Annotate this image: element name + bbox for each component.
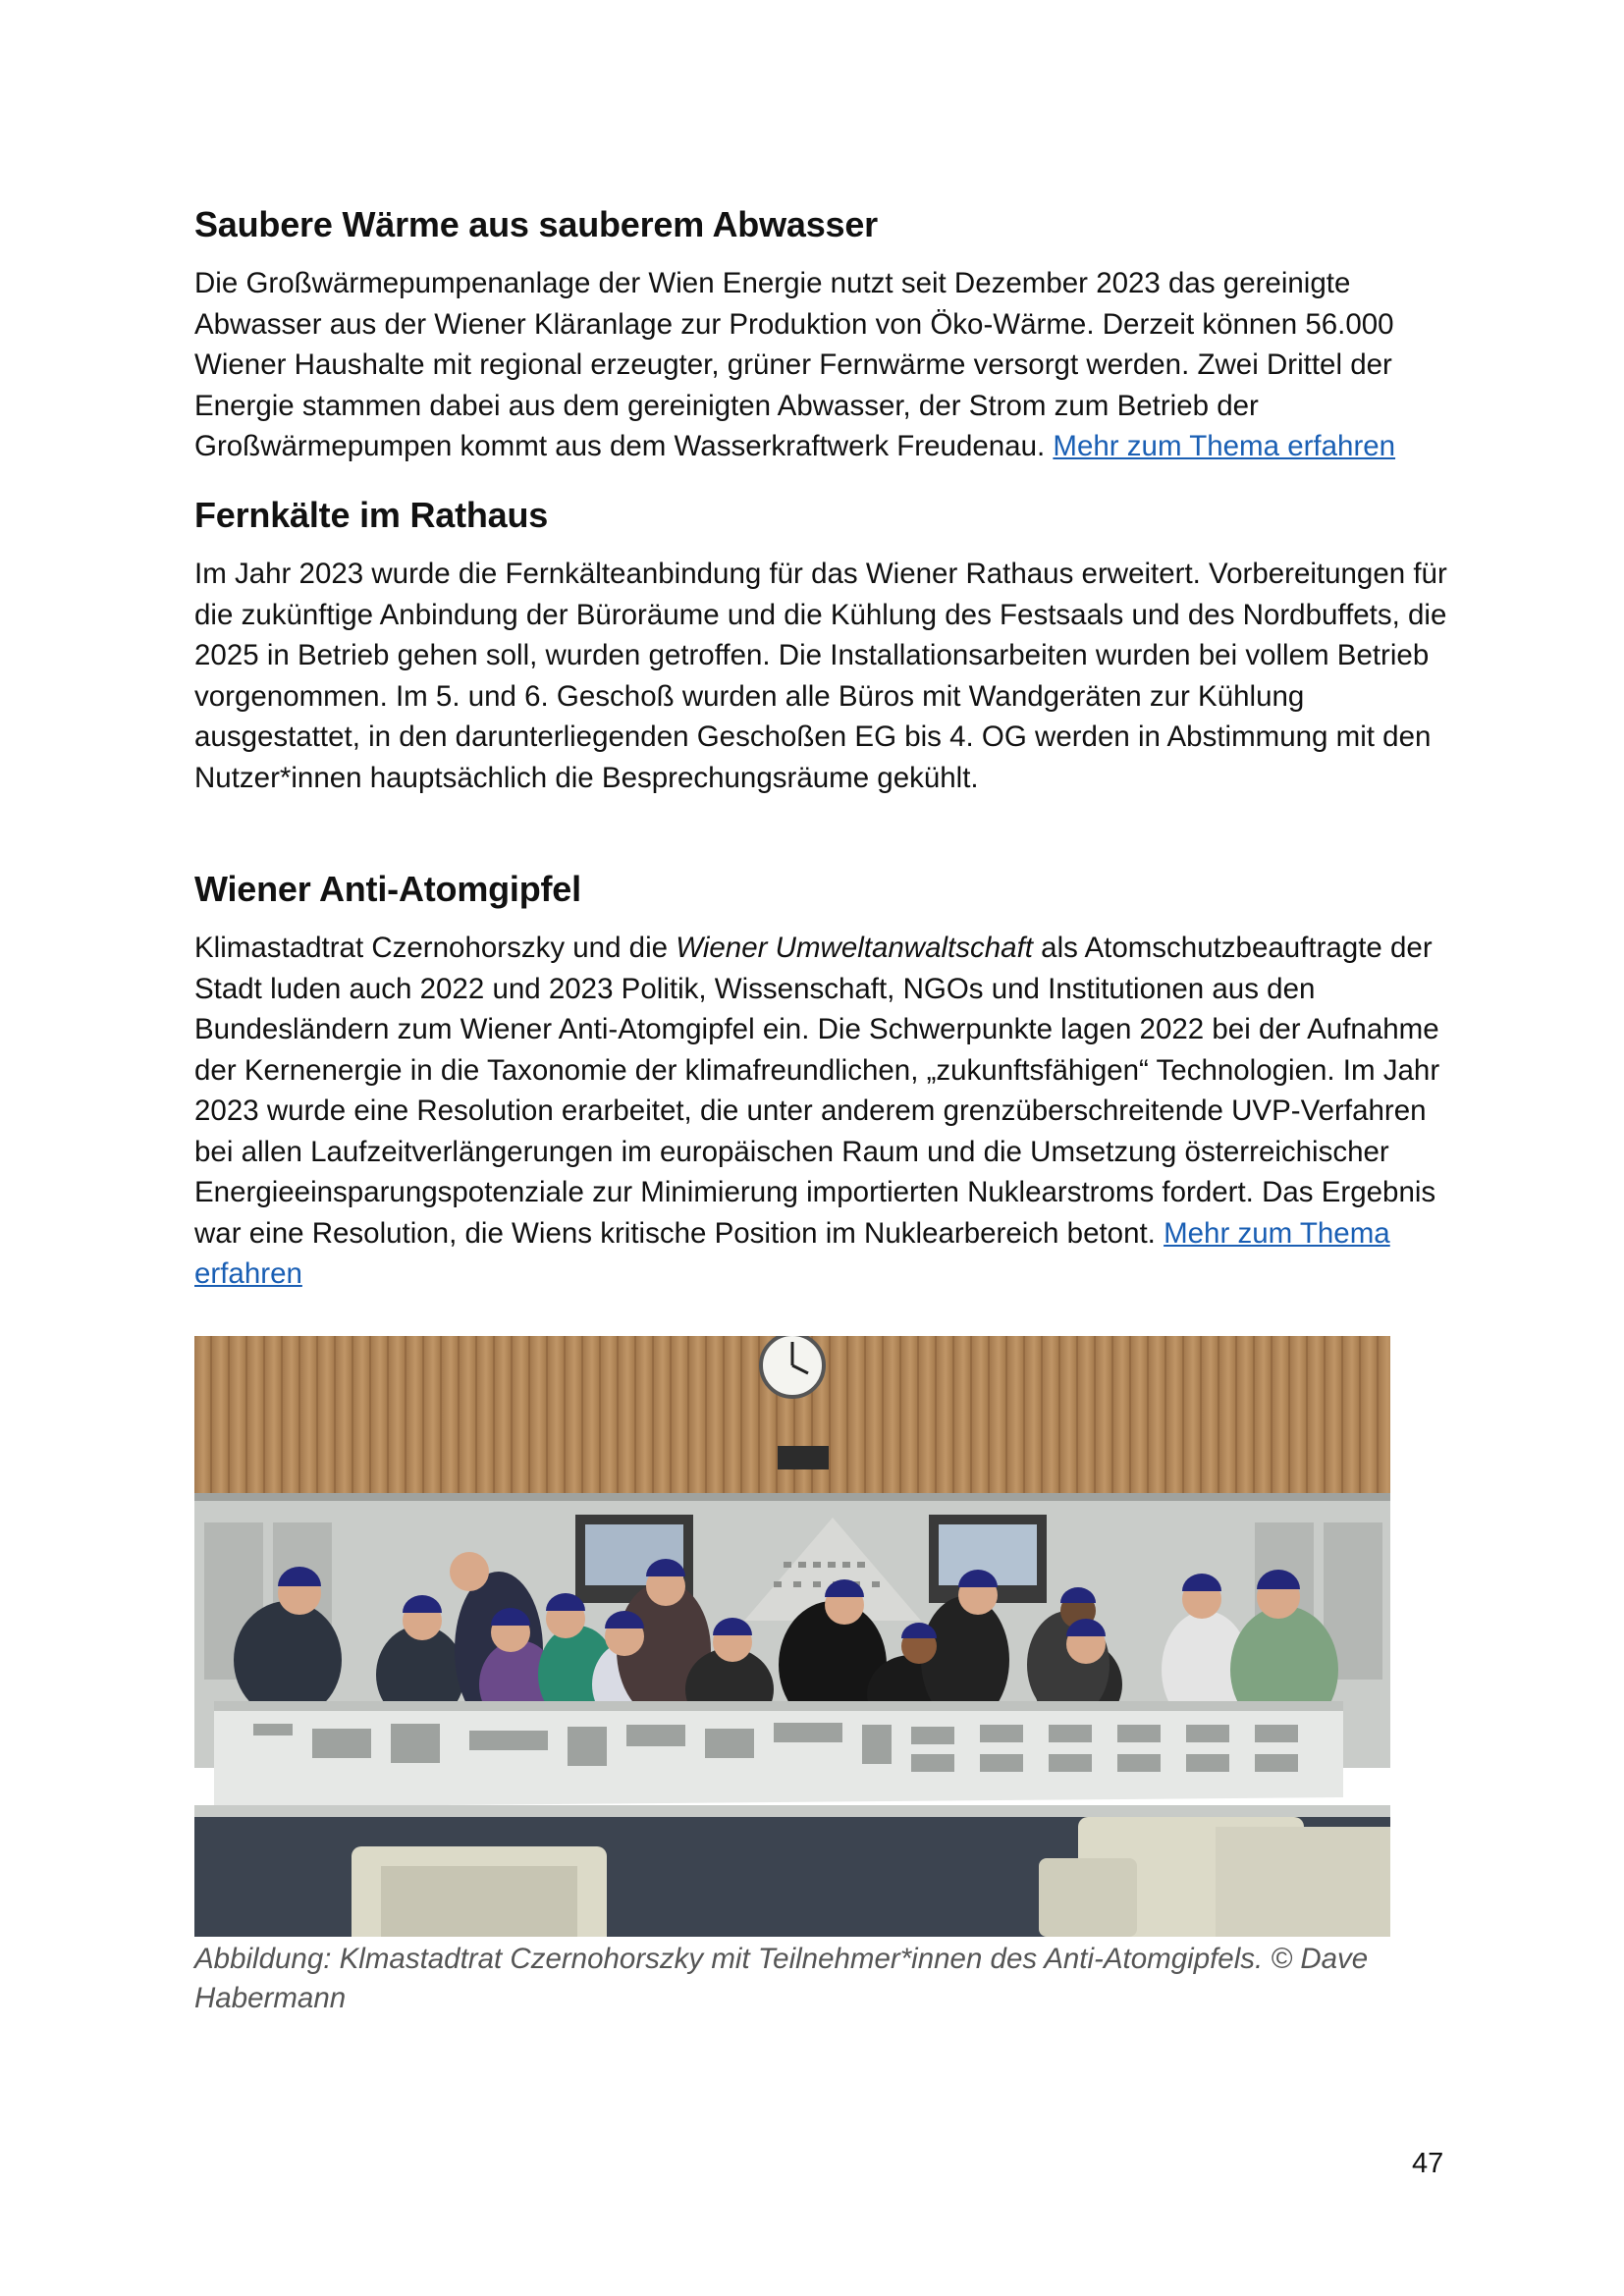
body-text-start: Klimastadtrat Czernohorszky und die: [194, 932, 669, 964]
section-body-abwasser: [194, 263, 1451, 467]
more-info-link-abwasser[interactable]: Mehr zum Thema erfahren: [1053, 430, 1396, 462]
section-heading-abwasser: Saubere Wärme aus sauberem Abwasser: [194, 204, 878, 244]
more-info-link-anti-atomgipfel[interactable]: Mehr zum Thema erfahren: [194, 1216, 1390, 1290]
figure-caption: Abbildung: Klmastadtrat Czernohorszky mit Teilnehmer*innen des Anti-Atomgipfels. © Dave Habermann: [194, 1943, 1369, 2014]
section-heading-fernkaelte: Fernkälte im Rathaus: [194, 495, 549, 535]
organisation-name: Wiener Umweltanwaltschaft: [676, 932, 1033, 964]
section-body-anti-atomgipfel: [194, 928, 1451, 1295]
control-desk: [214, 1701, 1343, 1807]
body-text-rest: als Atomschutzbeauftragte der Stadt luden auch 2022 und 2023 Politik, Wissenschaft, NGOs und Institutionen aus den Bundesländern zum Wiener Anti-Atomgipfel ein. Die Schwerpunkte lagen 2022 bei der Aufnahme der Kernenergie in die Taxonomie der klimafreundlichen, „zukunftsfähigen“ Technologien. Im Jahr 2023 wurde eine Resolution erarbeitet, die unter anderem grenzüberschreitende UVP-Verfahren bei allen Laufzeitverlängerungen im europäischen Raum und die Umsetzung österreichischer Energieeinsparungspotenziale zur Minimierung importierten Nuklearstroms fordert. Das Ergebnis war eine Resolution, die Wiens kritische Position im Nuklearbereich betont.: [194, 932, 1440, 1250]
body-text: Die Großwärmepumpenanlage der Wien Energie nutzt seit Dezember 2023 das gereinigte Abwasser aus der Wiener Kläranlage zur Produktion von Öko-Wärme. Derzeit können 56.000 Wiener Haushalte mit regional erzeugter, grüner Fernwärme versorgt werden. Zwei Drittel der Energie stammen dabei aus dem gereinigten Abwasser, der Strom zum Betrieb der Großwärmepumpen kommt aus dem Wasserkraftwerk Freudenau.: [194, 267, 1394, 462]
page-number: 47: [1412, 2148, 1444, 2179]
digital-display: [778, 1446, 829, 1469]
section-heading-anti-atomgipfel: Wiener Anti-Atomgipfel: [194, 869, 581, 909]
section-body-fernkaelte: Im Jahr 2023 wurde die Fernkälteanbindung für das Wiener Rathaus erweitert. Vorbereitungen für die zukünftige Anbindung der Büroräume und die Kühlung des Festsaals und des Nordbuffets, die 2025 in Betrieb gehen soll, wurden getroffen. Die Installationsarbeiten wurden bei vollem Betrieb vorgenommen. Im 5. und 6. Geschoß wurden alle Büros mit Wandgeräten zur Kühlung ausgestattet, in den darunterliegenden Geschoßen EG bis 4. OG werden in Abstimmung mit den Nutzer*innen hauptsächlich die Besprechungsräume gekühlt.: [194, 558, 1447, 794]
group-photo: [194, 1336, 1390, 1937]
